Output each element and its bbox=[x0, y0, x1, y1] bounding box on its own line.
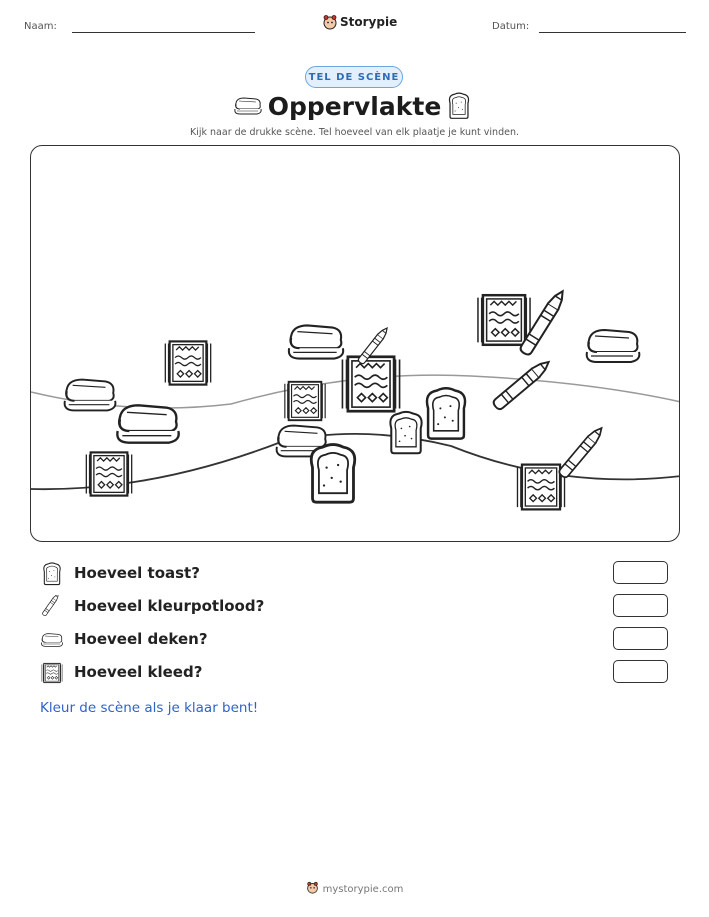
rug-3 bbox=[342, 357, 399, 411]
question-label: Hoeveel kleed? bbox=[74, 663, 203, 681]
scene-frame[interactable] bbox=[30, 145, 680, 542]
question-toast bbox=[40, 562, 680, 586]
activity-badge: TEL DE SCÈNE bbox=[305, 66, 403, 88]
brand-name: Storypie bbox=[340, 15, 398, 29]
storypie-mascot-icon bbox=[322, 14, 338, 30]
coloring-note: Kleur de scène als je klaar bent! bbox=[40, 700, 259, 716]
blanket-3 bbox=[117, 405, 178, 442]
crayon-3 bbox=[492, 358, 552, 411]
footer bbox=[0, 881, 709, 895]
toast-icon bbox=[40, 562, 64, 586]
name-label: Naam: bbox=[24, 21, 57, 32]
blanket-4 bbox=[587, 330, 640, 362]
crayon-4 bbox=[558, 425, 606, 479]
storypie-mascot-icon bbox=[306, 881, 319, 894]
blanket-icon bbox=[40, 628, 64, 652]
answer-box-crayon[interactable] bbox=[613, 594, 668, 617]
question-label: Hoeveel deken? bbox=[74, 630, 208, 648]
question-rug bbox=[40, 661, 680, 685]
toast-1 bbox=[427, 388, 465, 438]
name-line[interactable] bbox=[72, 32, 255, 33]
answer-box-rug[interactable] bbox=[613, 660, 668, 683]
question-label: Hoeveel kleurpotlood? bbox=[74, 597, 265, 615]
toast-icon bbox=[446, 92, 472, 120]
scene-canvas bbox=[31, 146, 680, 542]
rug-1 bbox=[165, 341, 210, 384]
crayon-icon bbox=[40, 595, 64, 619]
question-label: Hoeveel toast? bbox=[74, 564, 200, 582]
question-crayon bbox=[40, 595, 680, 619]
brand-logo bbox=[322, 13, 402, 33]
blanket-2 bbox=[65, 380, 116, 411]
date-label: Datum: bbox=[492, 21, 530, 32]
page-title: Oppervlakte bbox=[267, 92, 442, 121]
instructions: Kijk naar de drukke scène. Tel hoeveel van elk plaatje je kunt vinden. bbox=[190, 127, 519, 138]
answer-box-blanket[interactable] bbox=[613, 627, 668, 650]
footer-url[interactable]: mystorypie.com bbox=[322, 884, 404, 895]
rug-6 bbox=[517, 465, 564, 510]
blanket-1 bbox=[289, 325, 343, 358]
date-line[interactable] bbox=[539, 32, 686, 33]
answer-box-toast[interactable] bbox=[613, 561, 668, 584]
question-blanket bbox=[40, 628, 680, 652]
rug-4 bbox=[285, 382, 325, 420]
rug-icon bbox=[40, 661, 64, 685]
rug-5 bbox=[86, 452, 131, 495]
rug-2 bbox=[478, 295, 530, 345]
toast-3 bbox=[311, 445, 355, 503]
toast-2 bbox=[390, 412, 421, 453]
